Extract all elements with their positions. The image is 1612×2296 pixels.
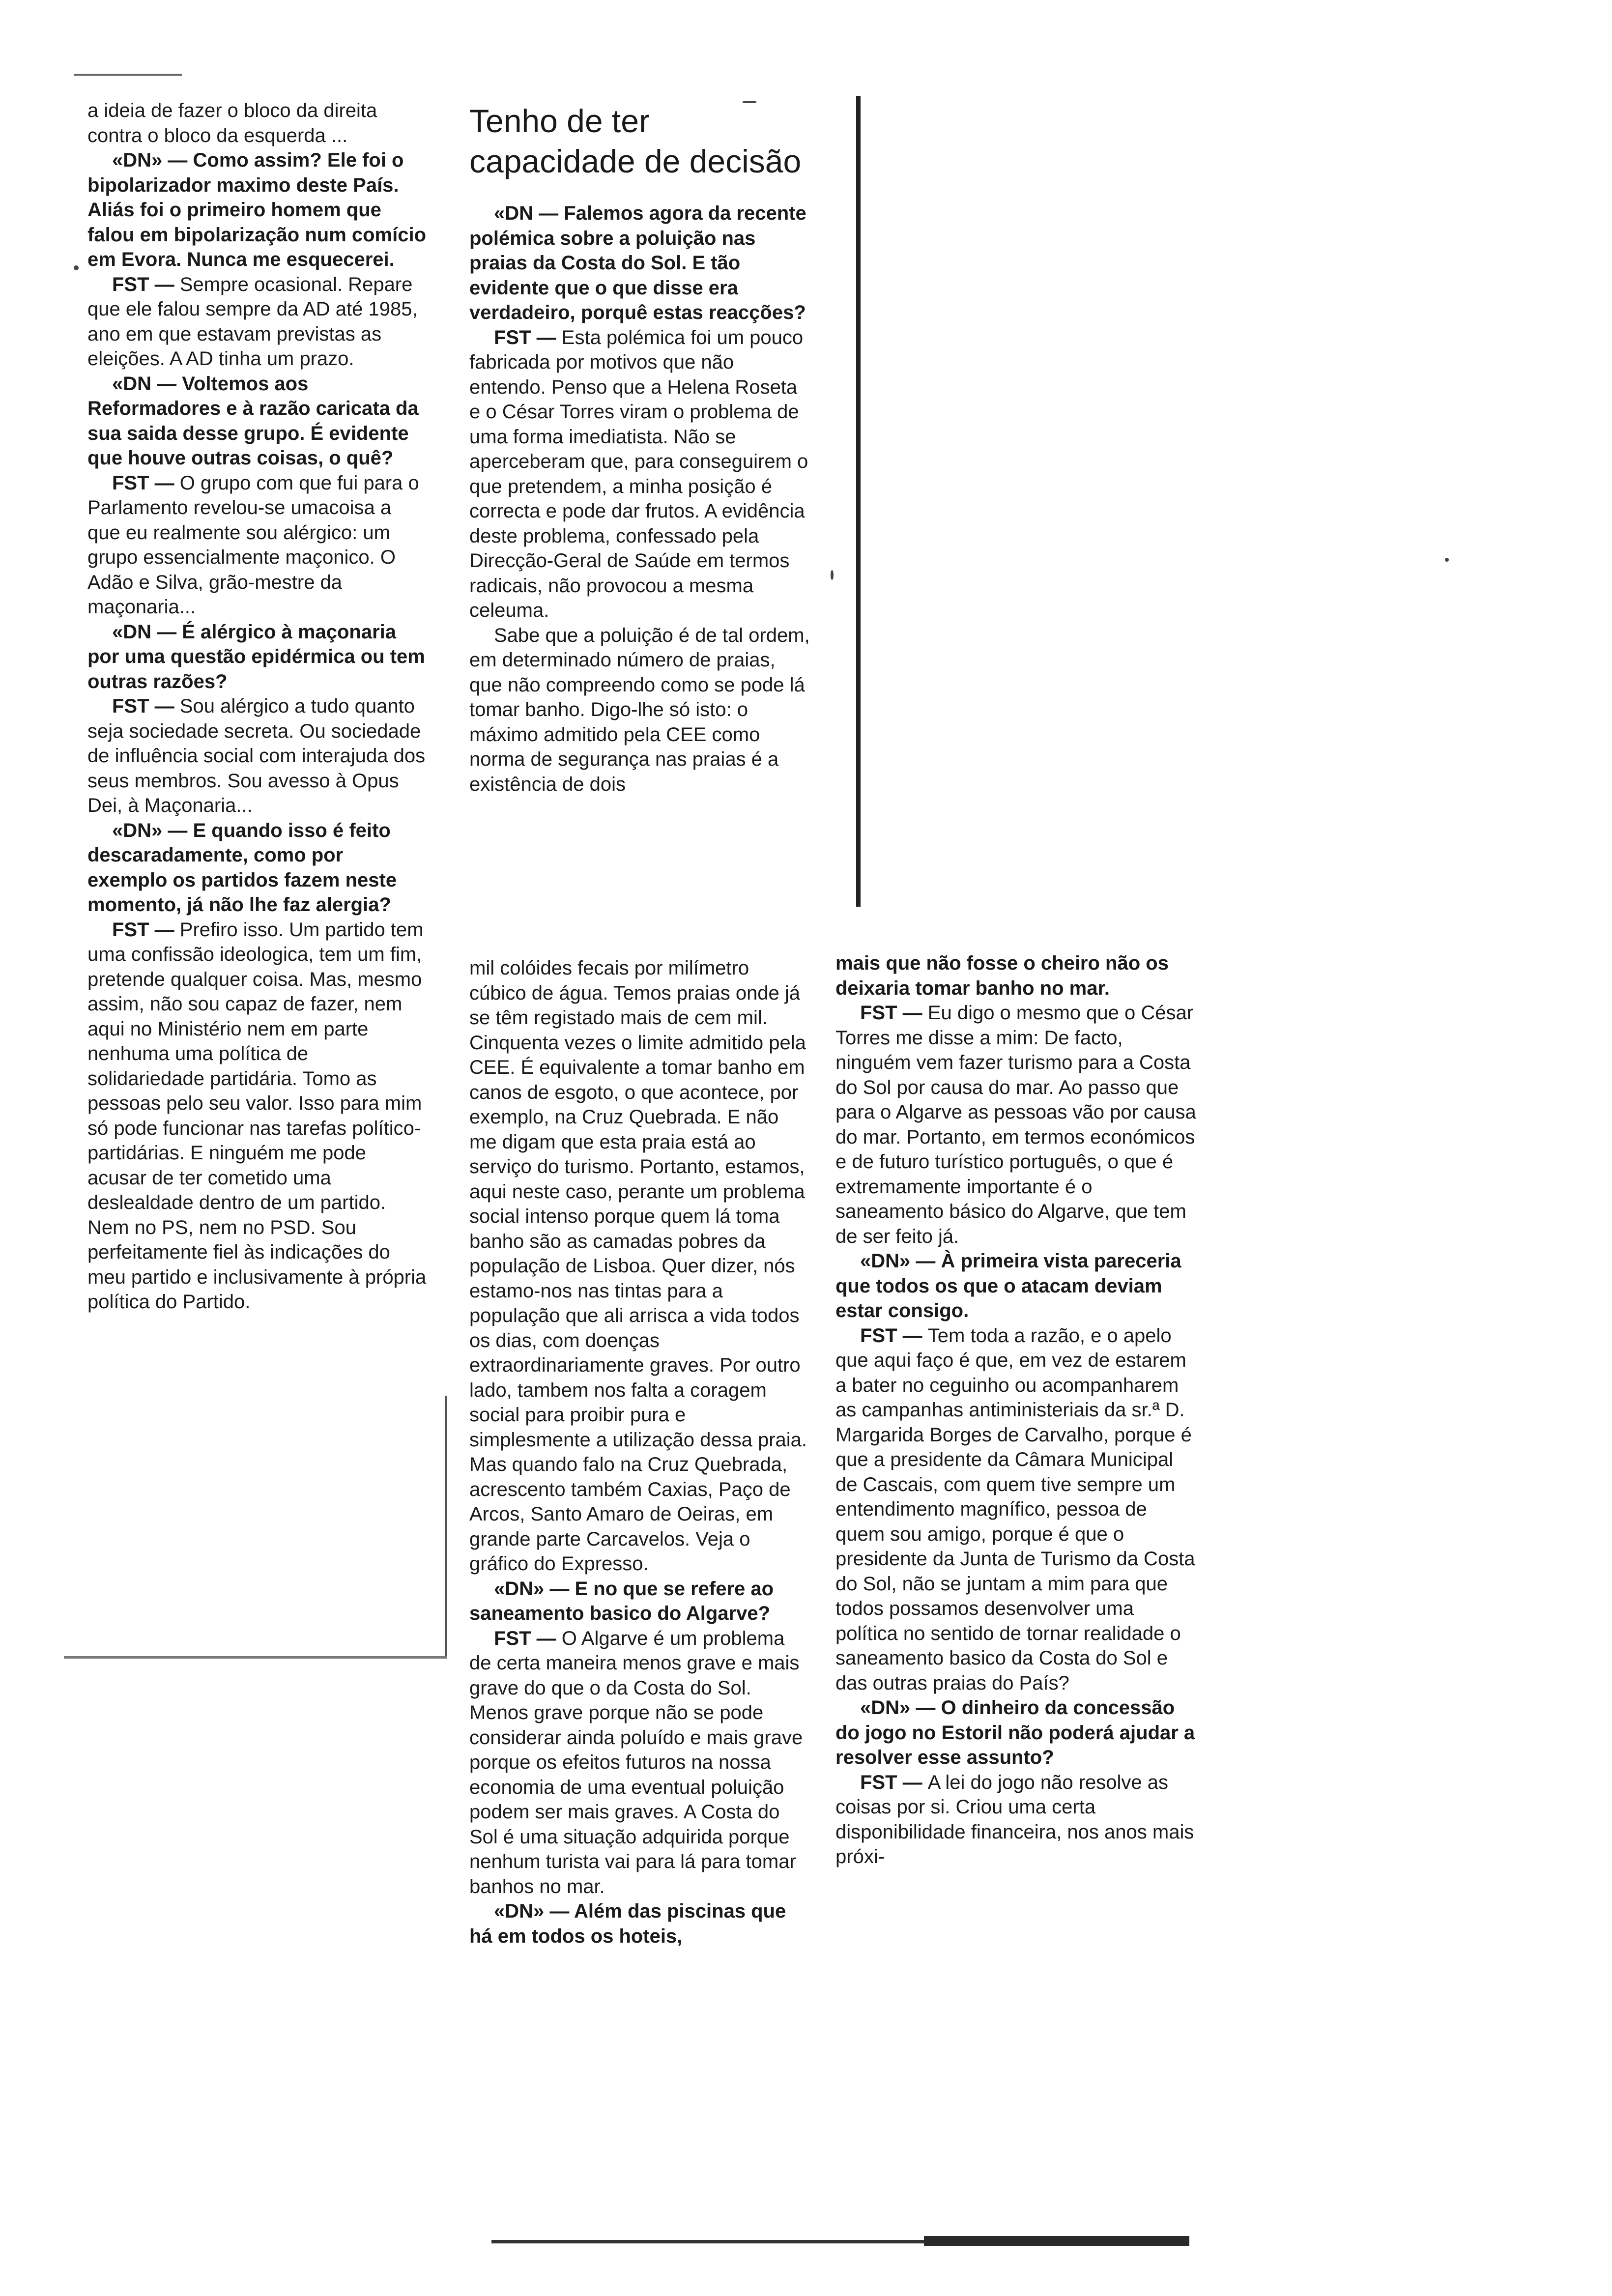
clipping-edge-rule (74, 74, 182, 76)
answer-paragraph: FST — Eu digo o mesmo que o César Torres me disse a mim: De facto, ninguém vem fazer turismo para a Costa do Sol por causa do mar. Ao passo que para o Algarve as pessoas vão por causa do mar. Portanto, em termos económicos e de futuro turístico português, o que é extremamente importante é o saneamento básico do Algarve, que tem de ser feito já. (835, 1002, 1196, 1247)
answer-paragraph: FST — Sou alérgico a tudo quanto seja sociedade secreta. Ou sociedade de influência social com interajuda dos seus membros. Sou avesso à Opus Dei, à Maçonaria... (87, 695, 426, 816)
question-paragraph: «DN» — E no que se refere ao saneamento basico do Algarve? (469, 1578, 774, 1624)
article-column-3 (469, 956, 808, 1949)
clipping-edge-rule (491, 2240, 924, 2243)
clipping-edge-rule (924, 2236, 1189, 2246)
question-paragraph: «DN» — E quando isso é feito descaradamente, como por exemplo os partidos fazem neste momento, já não lhe faz alergia? (87, 819, 397, 916)
answer-paragraph: Sabe que a poluição é de tal ordem, em determinado número de praias, que não compreendo como se pode lá tomar banho. Digo-lhe só isto: o máximo admitido pela CEE como norma de segurança nas praias é a existência de dois (469, 624, 810, 795)
question-paragraph: «DN» — O dinheiro da concessão do jogo no Estoril não poderá ajudar a resolver esse assunto? (835, 1697, 1195, 1768)
column-separator-rule (445, 1396, 447, 1656)
answer-paragraph: FST — A lei do jogo não resolve as coisas por si. Criou uma certa disponibilidade financeira, nos anos mais próxi- (835, 1771, 1194, 1867)
article-column-2 (469, 101, 813, 797)
scan-speck (74, 265, 79, 270)
answer-paragraph: FST — Prefiro isso. Um partido tem uma confissão ideologica, tem um fim, pretende qualquer coisa. Mas, mesmo assim, não sou capaz de fazer, nem aqui no Ministério nem em parte nenhuma uma política de solidariedade partidária. Tomo as pessoas pelo seu valor. Isso para mim só pode funcionar nas tarefas político-partidárias. E ninguém me pode acusar de ter cometido uma deslealdade dentro de um partido. Nem no PS, nem no PSD. Sou perfeitamente fiel às indicações do meu partido e inclusivamente à própria política do Partido. (87, 918, 427, 1313)
answer-paragraph: FST — Esta polémica foi um pouco fabricada por motivos que não entendo. Penso que a Helena Roseta e o César Torres viram o problema de uma forma imediatista. Não se aperceberam que, para conseguirem o que pretendem, a minha posição é correcta e pode dar frutos. A evidência deste problema, confessado pela Direcção-Geral de Saúde em termos radicais, não provocou a mesma celeuma. (469, 326, 808, 621)
answer-paragraph: FST — Sempre ocasional. Repare que ele falou sempre da AD até 1985, ano em que estavam previstas as eleições. A AD tinha um prazo. (87, 273, 418, 370)
question-paragraph: «DN» — Além das piscinas que há em todos os hoteis, (469, 1900, 786, 1947)
article-column-1 (87, 98, 427, 1315)
question-paragraph: mais que não fosse o cheiro não os deixaria tomar banho no mar. (835, 952, 1169, 999)
answer-paragraph: FST — O Algarve é um problema de certa maneira menos grave e mais grave do que o da Costa do Sol. Menos grave porque não se pode considerar ainda poluído e mais grave porque os efeitos futuros na nossa economia de uma eventual poluição podem ser mais graves. A Costa do Sol é uma situação adquirida porque nenhum turista vai para lá para tomar banhos no mar. (469, 1627, 803, 1897)
answer-paragraph: mil colóides fecais por milímetro cúbico de água. Temos praias onde já se têm registado mais de cem mil. Cinquenta vezes o limite admitido pela CEE. É equivalente a tomar banho em canos de esgoto, o que acontece, por exemplo, na Cruz Quebrada. E não me digam que esta praia está ao serviço do turismo. Portanto, estamos, aqui neste caso, perante um problema social intenso porque quem lá toma banho são as camadas pobres da população de Lisboa. Quer dizer, nós estamo-nos nas tintas para a população que ali arrisca a vida todos os dias, com doenças extraordinariamente graves. Por outro lado, tambem nos falta a coragem social para proibir pura e simplesmente a utilização dessa praia. Mas quando falo na Cruz Quebrada, acrescento também Caxias, Paço de Arcos, Santo Amaro de Oeiras, em grande parte Carcavelos. Veja o gráfico do Expresso. (469, 957, 807, 1575)
section-heading: Tenho de ter capacidade de decisão (469, 103, 802, 179)
answer-paragraph: FST — O grupo com que fui para o Parlamento revelou-se umacoisa a que eu realmente sou alérgico: um grupo essencialmente maçonico. O Adão e Silva, grão-mestre da maçonaria... (87, 472, 419, 618)
clipping-edge-rule (64, 1656, 447, 1659)
question-paragraph: «DN — É alérgico à maçonaria por uma questão epidérmica ou tem outras razões? (87, 621, 425, 692)
paragraph: a ideia de fazer o bloco da direita contra o bloco da esquerda ... (87, 100, 377, 146)
question-paragraph: «DN — Voltemos aos Reformadores e à razão caricata da sua saida desse grupo. É evidente que houve outras coisas, o quê? (87, 373, 419, 469)
scan-speck (742, 101, 757, 103)
column-separator-rule (856, 96, 861, 907)
answer-paragraph: FST — Tem toda a razão, e o apelo que aqui faço é que, em vez de estarem a bater no ceguinho ou acompanharem as campanhas antiministeriais da sr.ª D. Margarida Borges de Carvalho, porque é que a presidente da Câmara Municipal de Cascais, com quem tive sempre um entendimento magnífico, pessoa de quem sou amigo, porque é que o presidente da Junta de Turismo da Costa do Sol, não se juntam a mim para que todos possamos desenvolver uma política no sentido de tornar realidade o saneamento basico da Costa do Sol e das outras praias do País? (835, 1324, 1195, 1694)
question-paragraph: «DN — Falemos agora da recente polémica sobre a poluição nas praias da Costa do Sol. E tão evidente que o que disse era verdadeiro, porquê estas reacções? (469, 202, 806, 323)
scan-speck (1445, 558, 1449, 562)
question-paragraph: «DN» — À primeira vista pareceria que todos os que o atacam deviam estar consigo. (835, 1250, 1181, 1321)
scan-speck (831, 570, 834, 580)
article-column-4 (835, 951, 1197, 1869)
question-paragraph: «DN» — Como assim? Ele foi o bipolarizador maximo deste País. Aliás foi o primeiro homem que falou em bipolarização num comício em Evora. Nunca me esquecerei. (87, 149, 427, 270)
